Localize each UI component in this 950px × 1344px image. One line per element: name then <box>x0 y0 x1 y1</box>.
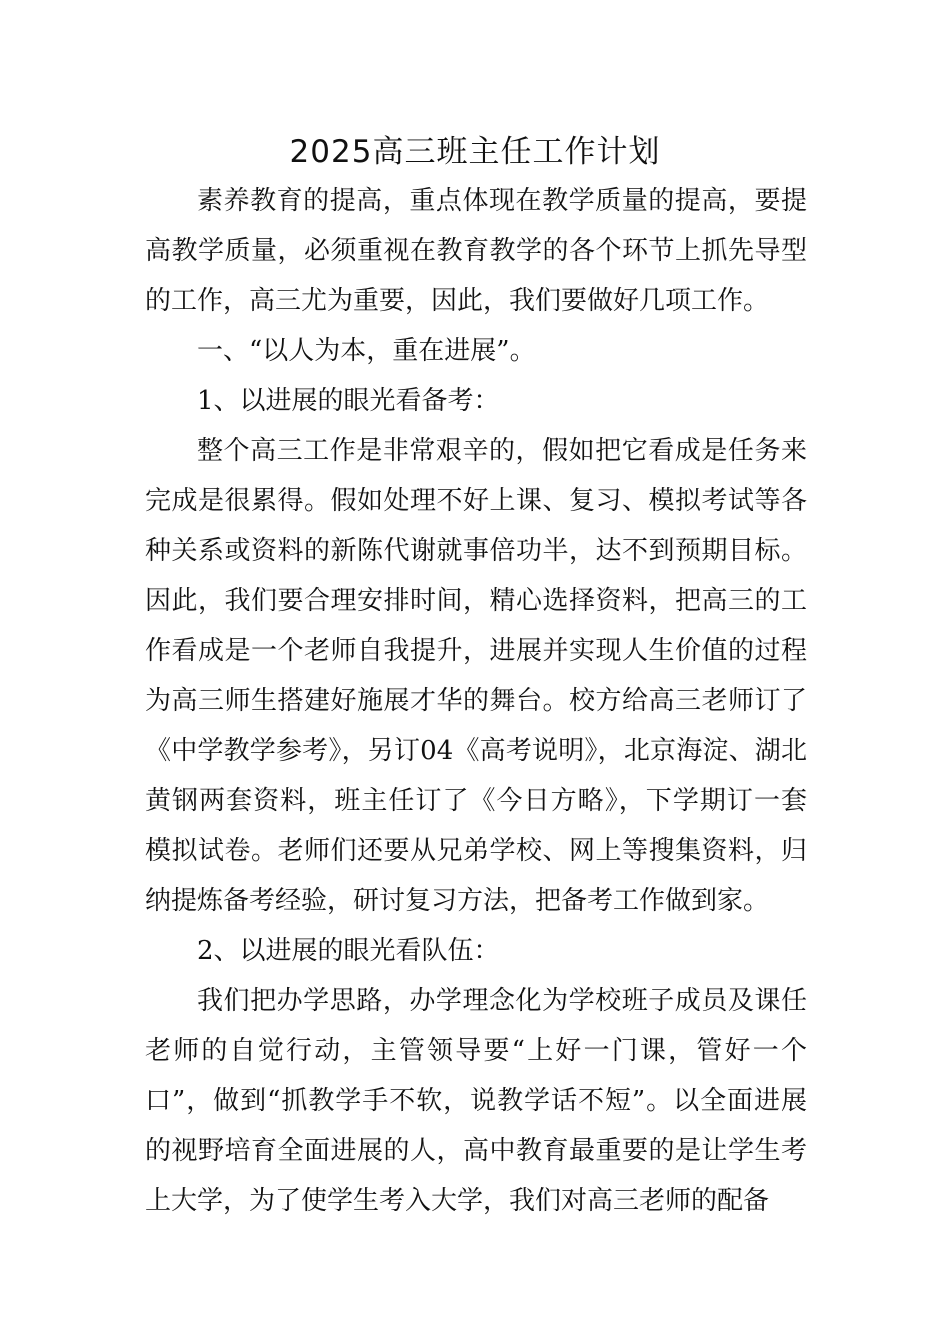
document-body <box>145 176 807 1226</box>
subsection-heading-1: 1、以进展的眼光看备考： <box>197 386 500 416</box>
subsection-heading-2: 2、以进展的眼光看队伍： <box>197 936 500 966</box>
body-paragraph-intro: 素养教育的提高，重点体现在教学质量的提高，要提高教学质量，必须重视在教育教学的各个环节上抓先导型的工作，高三尤为重要，因此，我们要做好几项工作。 <box>145 186 807 316</box>
document-title: 2025高三班主任工作计划 <box>289 134 661 170</box>
section-heading-1: 一、“以人为本，重在进展”。 <box>197 336 536 366</box>
body-paragraph-team: 我们把办学思路，办学理念化为学校班子成员及课任老师的自觉行动，主管领导要“上好一门课，管好一个口”，做到“抓教学手不软，说教学话不短”。以全面进展的视野培育全面进展的人，高中教育最重要的是让学生考上大学，为了使学生考入大学，我们对高三老师的配备 <box>145 986 807 1216</box>
body-paragraph-preparation: 整个高三工作是非常艰辛的，假如把它看成是任务来完成是很累得。假如处理不好上课、复习、模拟考试等各种关系或资料的新陈代谢就事倍功半，达不到预期目标。因此，我们要合理安排时间，精心选择资料，把高三的工作看成是一个老师自我提升，进展并实现人生价值的过程为高三师生搭建好施展才华的舞台。校方给高三老师订了《中学教学参考》，另订04《高考说明》，北京海淀、湖北黄钢两套资料，班主任订了《今日方略》，下学期订一套模拟试卷。老师们还要从兄弟学校、网上等搜集资料，归纳提炼备考经验，研讨复习方法，把备考工作做到家。 <box>145 436 807 916</box>
